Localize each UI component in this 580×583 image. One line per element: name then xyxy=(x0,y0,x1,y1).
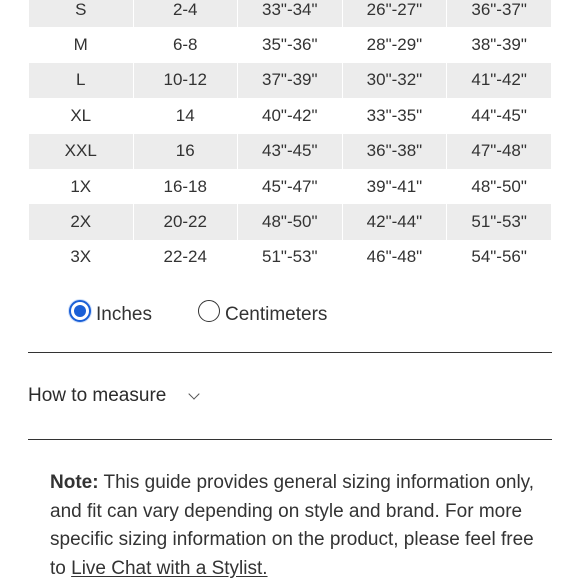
table-cell: 39"-41" xyxy=(343,169,448,204)
table-row xyxy=(29,169,551,204)
chevron-down-icon[interactable] xyxy=(189,388,200,399)
table-cell: 33"-34" xyxy=(238,0,343,27)
unit-option-inches[interactable] xyxy=(69,296,152,326)
table-cell: 43"-45" xyxy=(238,134,343,169)
table-row xyxy=(29,98,551,133)
table-cell: 36"-38" xyxy=(343,134,448,169)
table-cell: 48"-50" xyxy=(238,204,343,239)
table-cell: 51"-53" xyxy=(447,204,551,239)
table-row xyxy=(29,0,551,27)
table-row xyxy=(29,134,551,169)
table-cell: 33"-35" xyxy=(343,98,448,133)
table-cell: 16-18 xyxy=(134,169,238,204)
size-chart-body xyxy=(29,0,551,275)
table-cell: XXL xyxy=(29,134,134,169)
table-cell: 16 xyxy=(134,134,238,169)
table-cell: 44"-45" xyxy=(471,105,527,125)
table-cell: 30"-32" xyxy=(343,63,448,98)
table-cell: 20-22 xyxy=(134,204,238,239)
table-cell: 41"-42" xyxy=(447,63,551,98)
note-title: Note: xyxy=(50,472,99,493)
table-cell: L xyxy=(29,63,134,98)
table-cell: 6-8 xyxy=(134,27,238,62)
table-cell: 14 xyxy=(134,98,238,133)
divider xyxy=(28,352,552,353)
table-cell: 51"-53" xyxy=(238,240,343,275)
sizing-note xyxy=(50,469,550,583)
divider xyxy=(28,439,552,440)
table-cell: XL xyxy=(29,98,134,133)
table-cell: 46"-48" xyxy=(343,240,448,275)
table-cell: 48"-50" xyxy=(471,176,527,196)
table-cell: 22-24 xyxy=(134,240,238,275)
unit-option-centimeters[interactable] xyxy=(198,296,327,326)
table-cell: 26"-27" xyxy=(343,0,448,27)
table-row xyxy=(29,204,551,239)
table-cell: 54"-56" xyxy=(471,247,527,267)
table-cell: 10-12 xyxy=(134,63,238,98)
table-cell: 42"-44" xyxy=(343,204,448,239)
table-cell: 2-4 xyxy=(134,0,238,27)
size-chart-table xyxy=(29,0,551,275)
table-cell: M xyxy=(29,27,134,62)
note-body: This guide provides general sizing information only, and fit can vary depending on style and brand. For more specific sizing information on the product, please feel free to xyxy=(50,472,535,579)
table-cell: 28"-29" xyxy=(343,27,448,62)
table-cell: 40"-42" xyxy=(238,98,343,133)
table-cell: 2X xyxy=(29,204,134,239)
table-cell: S xyxy=(29,0,134,27)
live-chat-link[interactable]: Live Chat with a Stylist. xyxy=(71,557,268,579)
table-cell: 47"-48" xyxy=(447,134,551,169)
centimeters-label[interactable]: Centimeters xyxy=(224,304,328,325)
table-cell: 1X xyxy=(29,169,134,204)
table-cell: 45"-47" xyxy=(238,169,343,204)
table-cell: 37"-39" xyxy=(238,63,343,98)
table-cell: 3X xyxy=(29,240,134,275)
table-cell: 36"-37" xyxy=(447,0,551,27)
table-row xyxy=(29,240,551,275)
table-cell: 35"-36" xyxy=(238,27,343,62)
table-row xyxy=(29,63,551,98)
inches-radio[interactable] xyxy=(69,300,91,322)
how-to-measure-label[interactable]: How to measure xyxy=(28,385,167,406)
table-cell: 38"-39" xyxy=(471,35,527,55)
unit-selector xyxy=(69,296,327,326)
table-row xyxy=(29,27,551,62)
inches-label[interactable]: Inches xyxy=(96,304,152,325)
how-to-measure-toggle[interactable] xyxy=(28,380,552,412)
centimeters-radio[interactable] xyxy=(198,300,220,322)
